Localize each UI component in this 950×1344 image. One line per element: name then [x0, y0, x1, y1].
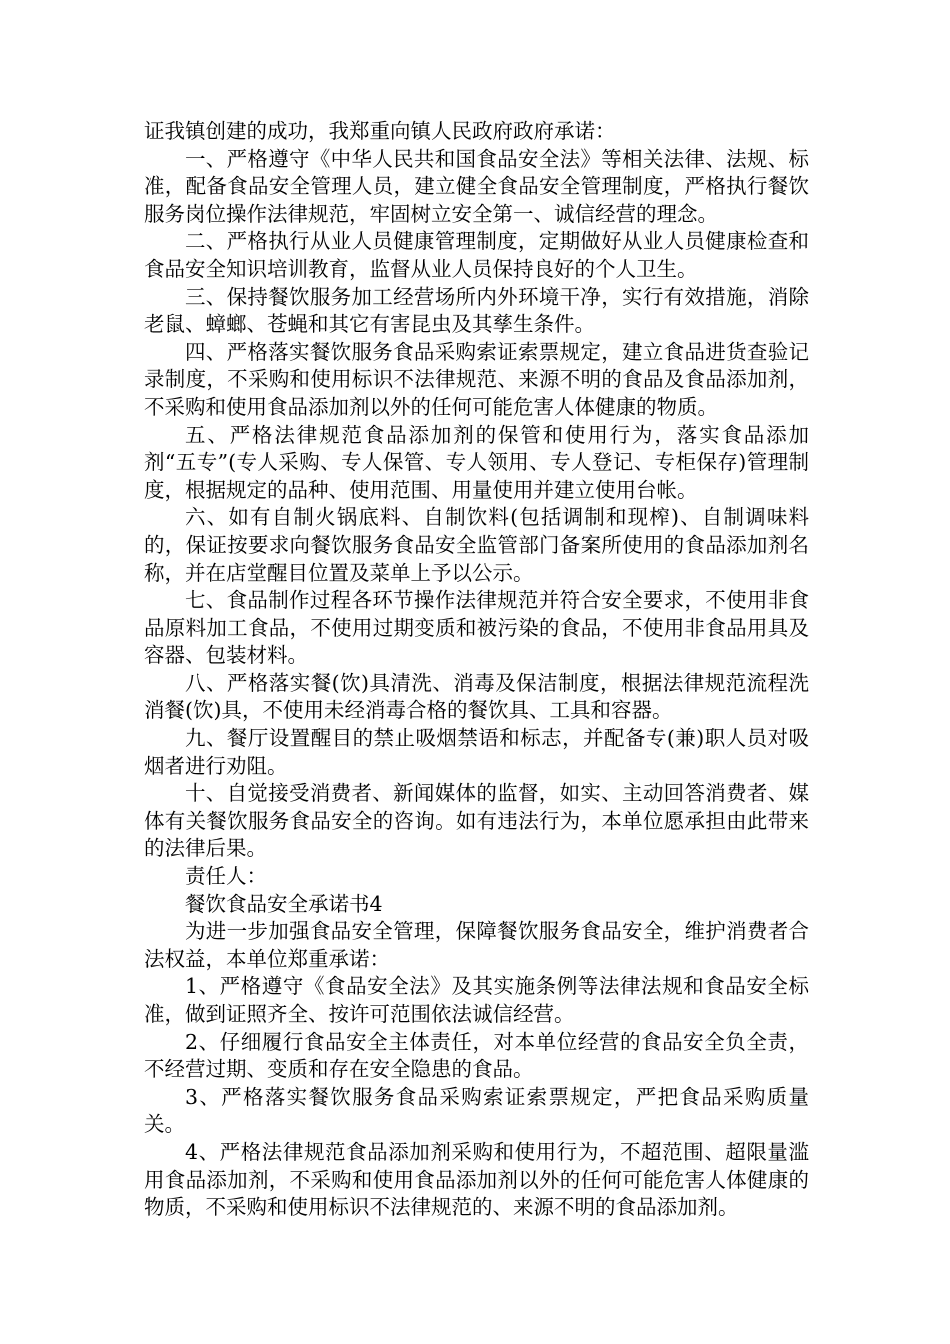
paragraph-point-1: 1、严格遵守《食品安全法》及其实施条例等法律法规和食品安全标准，做到证照齐全、按许可范围依法诚信经营。 [144, 974, 809, 1026]
paragraph-item-8: 八、严格落实餐(饮)具清洗、消毒及保洁制度，根据法律规范流程洗消餐(饮)具，不使用未经消毒合格的餐饮具、工具和容器。 [144, 670, 809, 723]
responsible-person-label: 责任人： [185, 864, 267, 889]
document-body [144, 118, 809, 1222]
paragraph-item-4: 四、严格落实餐饮服务食品采购索证索票规定，建立食品进货查验记录制度，不采购和使用标识不法律规范、来源不明的食品及食品添加剂，不采购和使用食品添加剂以外的任何可能危害人体健康的物质。 [144, 339, 809, 419]
paragraph-item-5: 五、严格法律规范食品添加剂的保管和使用行为，落实食品添加剂“五专”(专人采购、专人保管、专人领用、专人登记、专柜保存)管理制度，根据规定的品种、使用范围、用量使用并建立使用台帐。 [144, 422, 809, 502]
paragraph-intro: 证我镇创建的成功，我郑重向镇人民政府政府承诺： [144, 119, 616, 143]
paragraph-item-2: 二、严格执行从业人员健康管理制度，定期做好从业人员健康检查和食品安全知识培训教育，监督从业人员保持良好的个人卫生。 [144, 229, 809, 281]
paragraph-item-1: 一、严格遵守《中华人民共和国食品安全法》等相关法律、法规、标准，配备食品安全管理人员，建立健全食品安全管理制度，严格执行餐饮服务岗位操作法律规范，牢固树立安全第一、诚信经营的理念。 [144, 146, 809, 226]
section-title: 餐饮食品安全承诺书4 [185, 891, 383, 916]
paragraph-item-9: 九、餐厅设置醒目的禁止吸烟禁语和标志，并配备专(兼)职人员对吸烟者进行劝阻。 [144, 726, 809, 778]
paragraph-item-6: 六、如有自制火锅底料、自制饮料(包括调制和现榨)、自制调味料的，保证按要求向餐饮服务食品安全监管部门备案所使用的食品添加剂名称，并在店堂醒目位置及菜单上予以公示。 [144, 505, 809, 585]
paragraph-preamble: 为进一步加强食品安全管理，保障餐饮服务食品安全，维护消费者合法权益，本单位郑重承诺： [144, 919, 809, 971]
paragraph-item-7: 七、食品制作过程各环节操作法律规范并符合安全要求，不使用非食品原料加工食品，不使用过期变质和被污染的食品，不使用非食品用具及容器、包装材料。 [144, 588, 809, 668]
paragraph-point-4: 4、严格法律规范食品添加剂采购和使用行为，不超范围、超限量滥用食品添加剂，不采购和使用食品添加剂以外的任何可能危害人体健康的物质，不采购和使用标识不法律规范的、来源不明的食品添加剂。 [144, 1139, 809, 1220]
paragraph-item-3: 三、保持餐饮服务加工经营场所内外环境干净，实行有效措施，消除老鼠、蟑螂、苍蝇和其它有害昆虫及其孳生条件。 [144, 284, 809, 337]
paragraph-point-2: 2、仔细履行食品安全主体责任，对本单位经营的食品安全负全责，不经营过期、变质和存在安全隐患的食品。 [144, 1029, 809, 1082]
paragraph-item-10: 十、自觉接受消费者、新闻媒体的监督，如实、主动回答消费者、媒体有关餐饮服务食品安全的咨询。如有违法行为，本单位愿承担由此带来的法律后果。 [144, 781, 809, 861]
paragraph-point-3: 3、严格落实餐饮服务食品采购索证索票规定，严把食品采购质量关。 [144, 1084, 809, 1137]
